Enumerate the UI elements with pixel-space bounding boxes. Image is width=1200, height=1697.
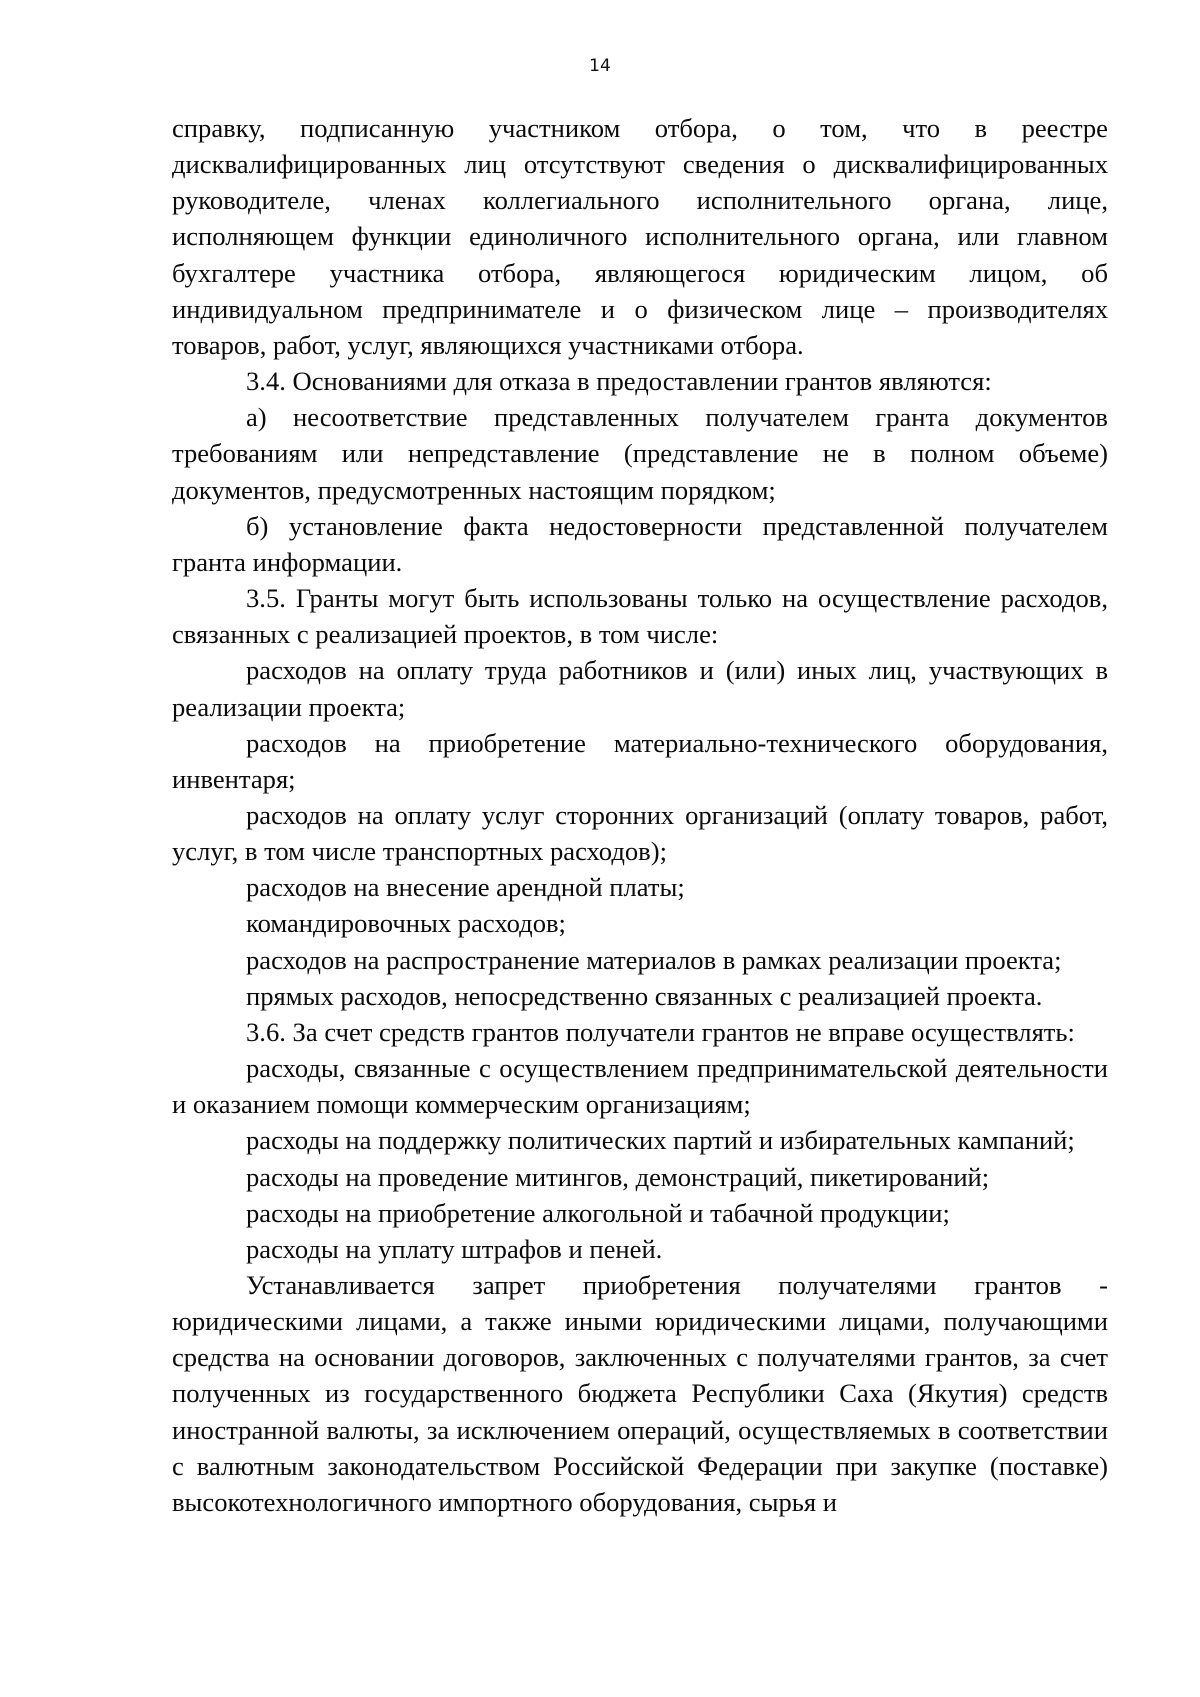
paragraph-3-4-a: а) несоответствие представленных получателем гранта документов требованиям или непредставление (представление не в полном объеме) документов, предусмотренных настоящим порядком;	[172, 402, 1108, 505]
list-item: расходов на оплату труда работников и (или) иных лиц, участвующих в реализации проекта;	[172, 655, 1108, 722]
page-number: 14	[589, 56, 611, 76]
list-item: расходов на приобретение материально-технического оборудования, инвентаря;	[172, 727, 1108, 794]
list-item: расходы на приобретение алкогольной и табачной продукции;	[246, 1197, 950, 1228]
document-body	[172, 110, 1108, 1520]
paragraph-3-5: 3.5. Гранты могут быть использованы только на осуществление расходов, связанных с реализацией проектов, в том числе:	[172, 583, 1108, 650]
list-item: расходы на уплату штрафов и пеней.	[246, 1233, 663, 1264]
list-item: расходы на проведение митингов, демонстраций, пикетирований;	[246, 1161, 990, 1192]
list-item: расходов на внесение арендной платы;	[246, 872, 685, 903]
paragraph-3-4: 3.4. Основаниями для отказа в предоставлении грантов являются:	[246, 366, 992, 397]
paragraph-3-4-b: б) установление факта недостоверности представленной получателем гранта информации.	[172, 510, 1108, 577]
paragraph-3-6: 3.6. За счет средств грантов получатели грантов не вправе осуществлять:	[246, 1016, 1075, 1047]
paragraph-continuation: справку, подписанную участником отбора, о том, что в реестре дисквалифицированных лиц отсутствуют сведения о дисквалифицированных руководителе, членах коллегиального исполнительного органа, лице, исполняющем функции единоличного исполнительного органа, или главном бухгалтере участника отбора, являющегося юридическим лицом, об индивидуальном предпринимателе и о физическом лице – производителях товаров, работ, услуг, являющихся участниками отбора.	[172, 113, 1108, 360]
list-item: расходы на поддержку политических партий и избирательных кампаний;	[246, 1125, 1075, 1156]
list-item: расходы, связанные с осуществлением предпринимательской деятельности и оказанием помощи коммерческим организациям;	[172, 1053, 1108, 1120]
list-item: расходов на распространение материалов в рамках реализации проекта;	[246, 944, 1062, 975]
list-item: прямых расходов, непосредственно связанных с реализацией проекта.	[246, 980, 1043, 1011]
paragraph-currency-ban: Устанавливается запрет приобретения получателями грантов - юридическими лицами, а также иными юридическими лицами, получающими средства на основании договоров, заключенных с получателями грантов, за счет полученных из государственного бюджета Республики Саха (Якутия) средств иностранной валюты, за исключением операций, осуществляемых в соответствии с валютным законодательством Российской Федерации при закупке (поставке) высокотехнологичного импортного оборудования, сырья и	[172, 1270, 1108, 1517]
list-item: командировочных расходов;	[246, 908, 566, 939]
list-item: расходов на оплату услуг сторонних организаций (оплату товаров, работ, услуг, в том числе транспортных расходов);	[172, 799, 1108, 867]
